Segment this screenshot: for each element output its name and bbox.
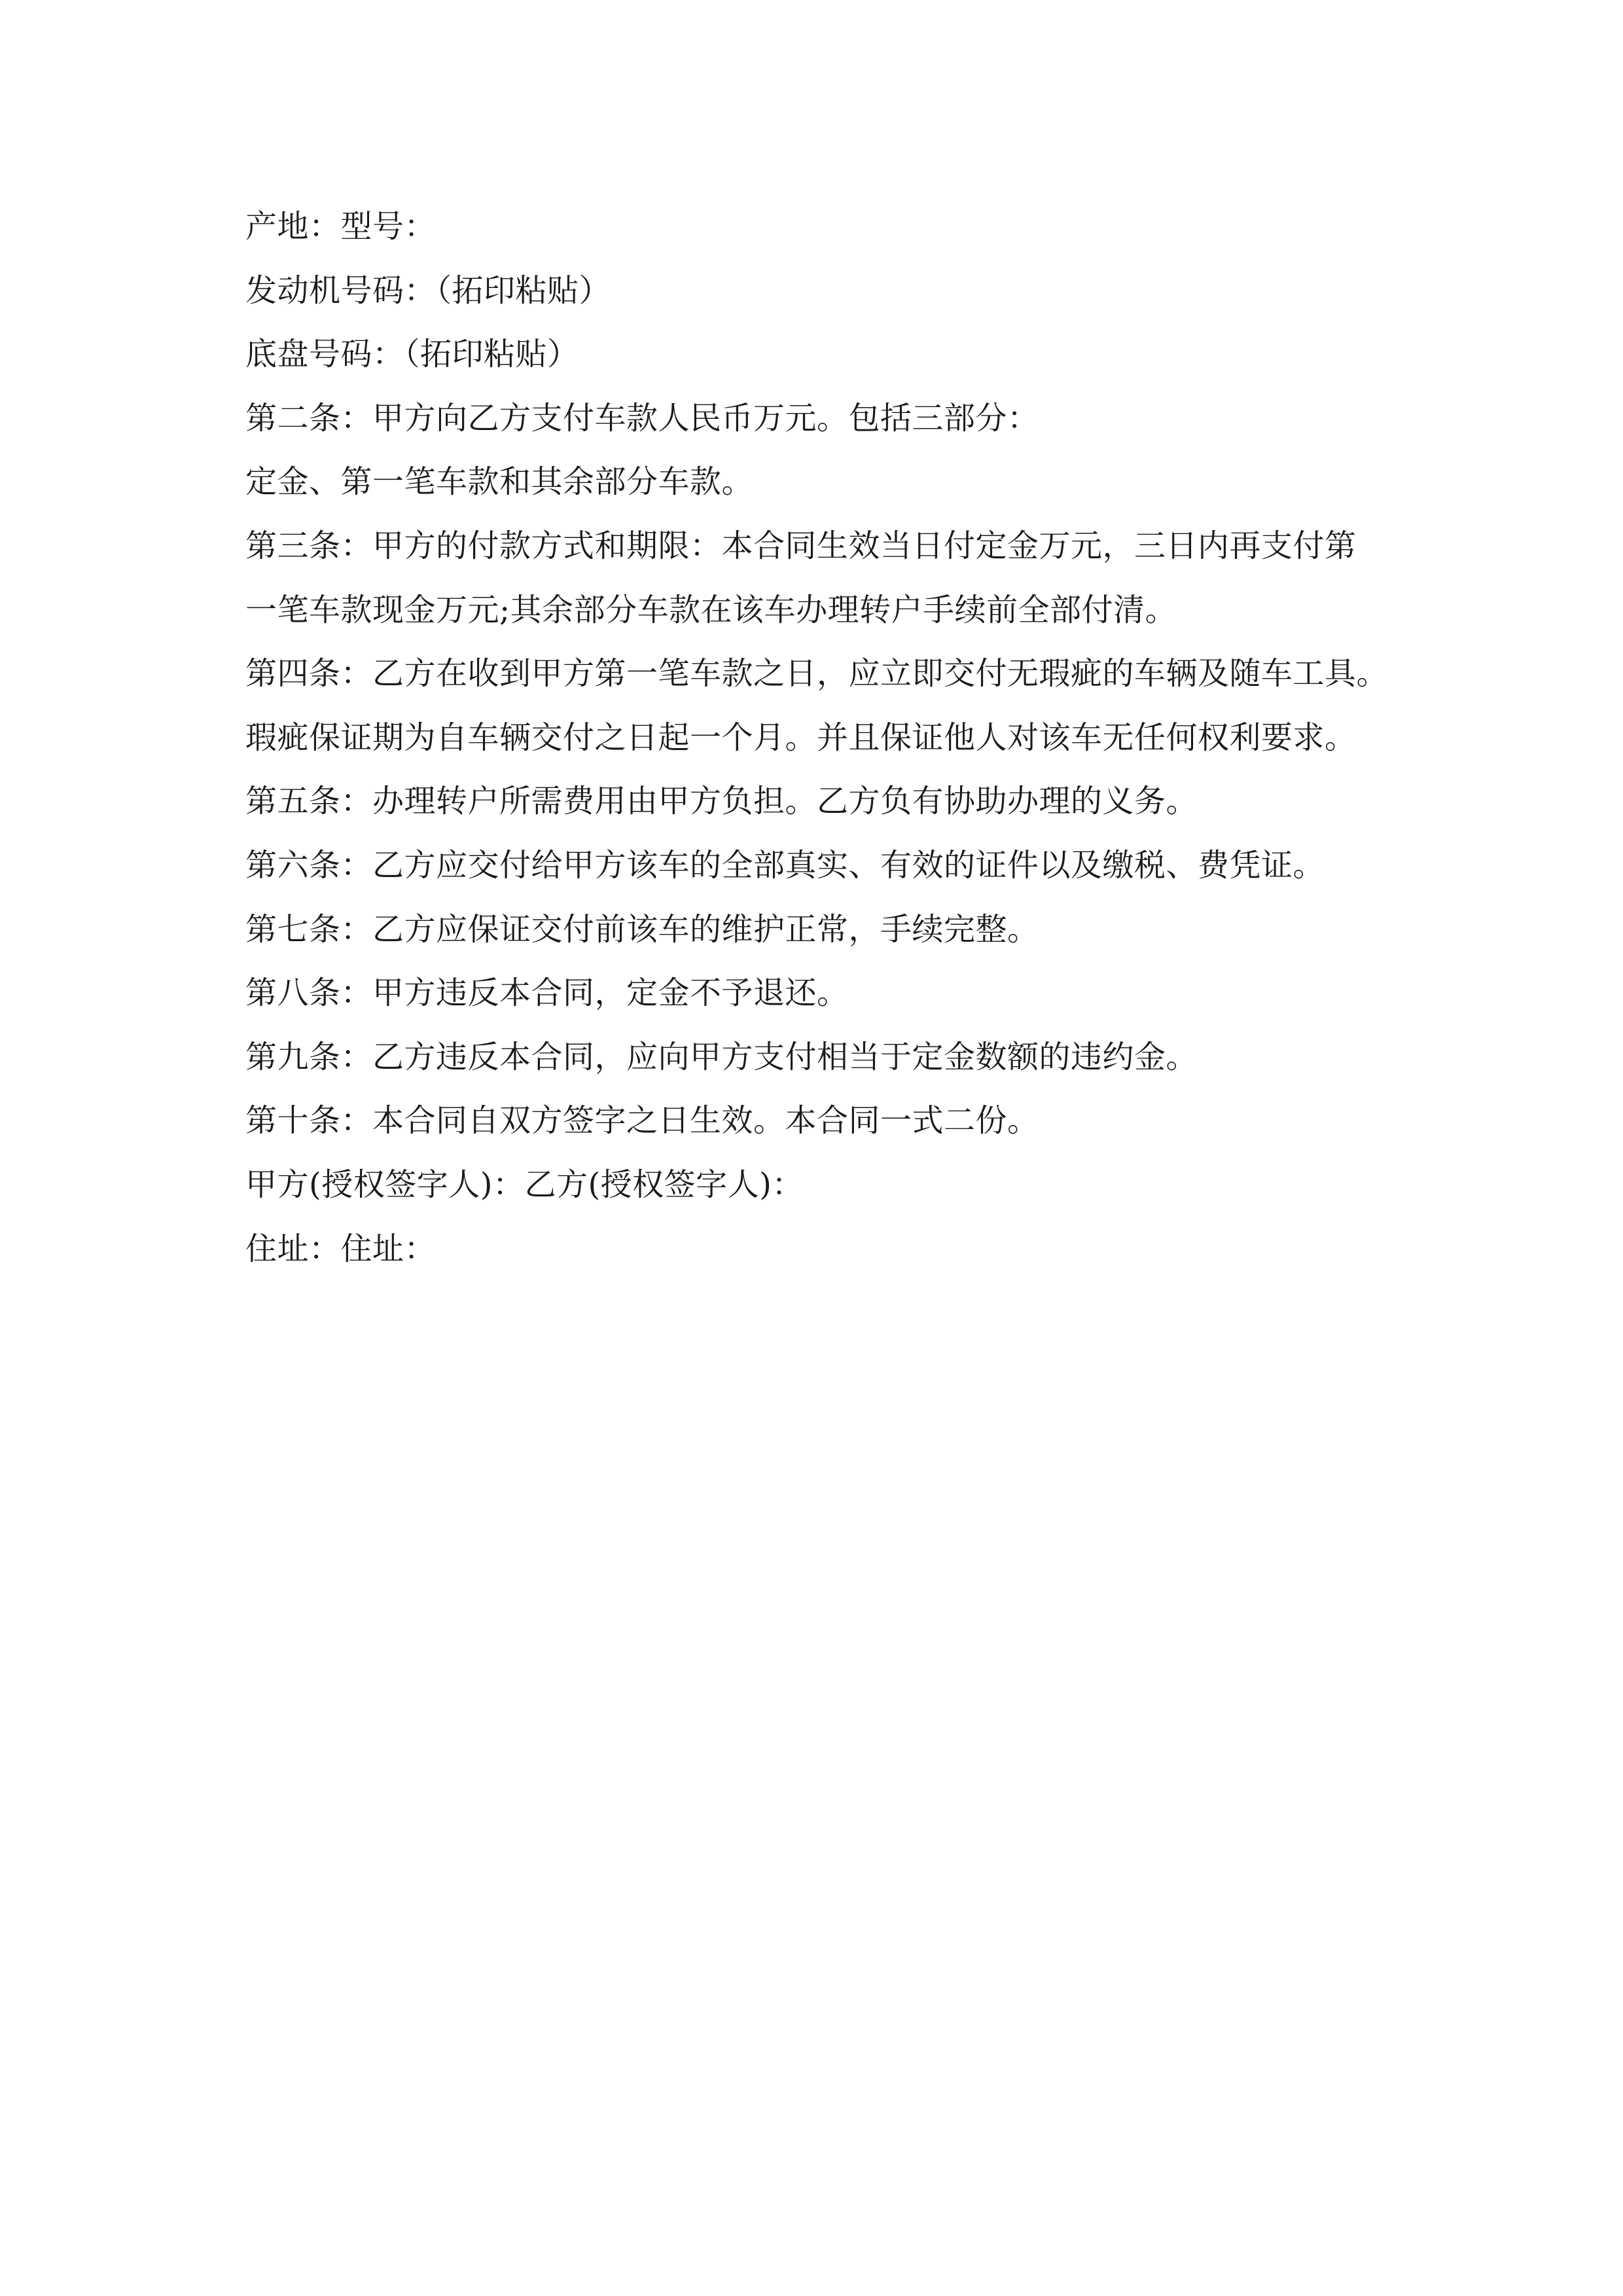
article-9: 第九条：乙方违反本合同，应向甲方支付相当于定金数额的违约金。: [245, 1038, 1198, 1075]
line-chassis-number: 底盘号码：（拓印粘贴）: [245, 336, 579, 373]
article-4-line-2: 瑕疵保证期为自车辆交付之日起一个月。并且保证他人对该车无任何权利要求。: [245, 719, 1357, 756]
address-line: 住址：住址：: [245, 1230, 437, 1267]
contract-text: [245, 195, 1423, 1281]
article-3-line-1: 第三条：甲方的付款方式和期限：本合同生效当日付定金万元，三日内再支付第: [245, 527, 1357, 564]
article-6: 第六条：乙方应交付给甲方该车的全部真实、有效的证件以及缴税、费凭证。: [245, 846, 1325, 884]
article-8: 第八条：甲方违反本合同，定金不予退还。: [245, 975, 849, 1012]
article-4-line-1: 第四条：乙方在收到甲方第一笔车款之日，应立即交付无瑕疵的车辆及随车工具。: [245, 655, 1389, 692]
line-origin-model: 产地：型号：: [245, 208, 437, 245]
signatories-line: 甲方(授权签字人)：乙方(授权签字人)：: [245, 1166, 804, 1203]
article-3-line-2: 一笔车款现金万元;其余部分车款在该车办理转户手续前全部付清。: [245, 591, 1177, 628]
article-2-line-1: 第二条：甲方向乙方支付车款人民币万元。包括三部分：: [245, 399, 1039, 437]
article-5: 第五条：办理转户所需费用由甲方负担。乙方负有协助办理的义务。: [245, 783, 1198, 820]
article-2-line-2: 定金、第一笔车款和其余部分车款。: [245, 463, 754, 501]
article-7: 第七条：乙方应保证交付前该车的维护正常，手续完整。: [245, 910, 1039, 948]
line-engine-number: 发动机号码：（拓印粘贴）: [245, 272, 611, 309]
article-10: 第十条：本合同自双方签字之日生效。本合同一式二份。: [245, 1102, 1039, 1139]
